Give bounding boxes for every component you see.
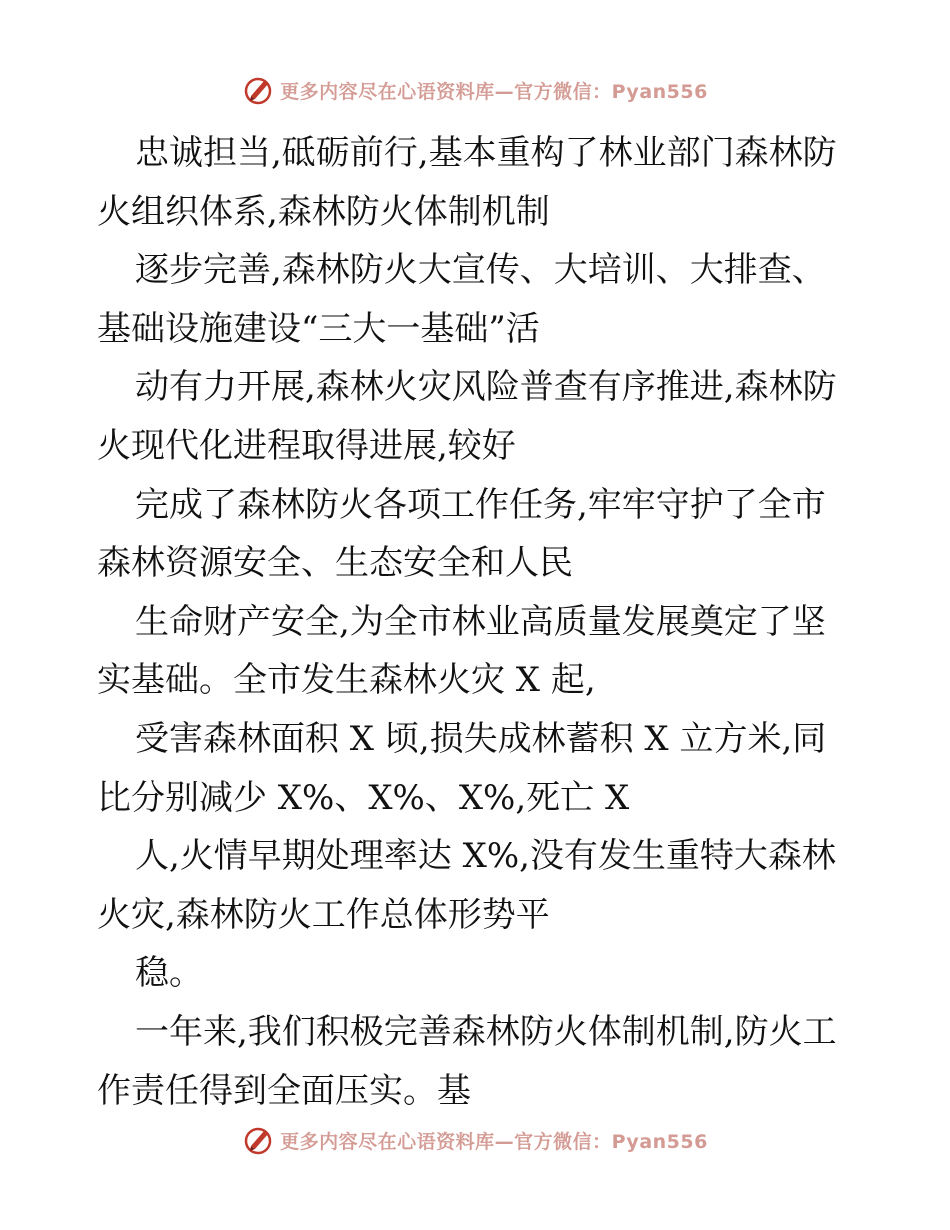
watermark-text: 更多内容尽在心语资料库—官方微信：Pyan556 <box>280 1130 708 1153</box>
text-line: 比分别减少 X%、X%、X%,死亡 X <box>97 777 630 818</box>
pen-logo-icon <box>242 1124 274 1156</box>
text-line: 森林资源安全、生态安全和人民 <box>97 543 573 584</box>
text-line: 人,火情早期处理率达 X%,没有发生重特大森林 <box>135 836 836 877</box>
text-line: 逐步完善,森林防火大宣传、大培训、大排查、 <box>135 250 826 291</box>
text-line: 动有力开展,森林火灾风险普查有序推进,森林防 <box>135 367 837 408</box>
document-body <box>97 124 877 1120</box>
pen-logo-icon <box>242 74 274 106</box>
watermark-text: 更多内容尽在心语资料库—官方微信：Pyan556 <box>280 80 708 103</box>
footer-watermark <box>0 1120 950 1160</box>
text-line: 完成了森林防火各项工作任务,牢牢守护了全市 <box>135 484 826 525</box>
text-line: 火现代化进程取得进展,较好 <box>97 425 516 466</box>
text-line: 生命财产安全,为全市林业高质量发展奠定了坚 <box>135 601 826 642</box>
text-line: 一年来,我们积极完善森林防火体制机制,防火工 <box>135 1011 837 1052</box>
text-line: 火灾,森林防火工作总体形势平 <box>97 894 550 935</box>
text-line: 受害森林面积 X 顷,损失成林蓄积 X 立方米,同 <box>135 718 827 759</box>
text-line: 稳。 <box>135 953 203 994</box>
text-line: 忠诚担当,砥砺前行,基本重构了林业部门森林防 <box>135 133 837 173</box>
text-line: 作责任得到全面压实。基 <box>97 1070 471 1111</box>
text-line: 实基础。全市发生森林火灾 X 起, <box>97 660 596 701</box>
text-line: 基础设施建设“三大一基础”活 <box>97 308 540 349</box>
header-watermark <box>0 70 950 110</box>
text-line: 火组织体系,森林防火体制机制 <box>97 191 550 232</box>
